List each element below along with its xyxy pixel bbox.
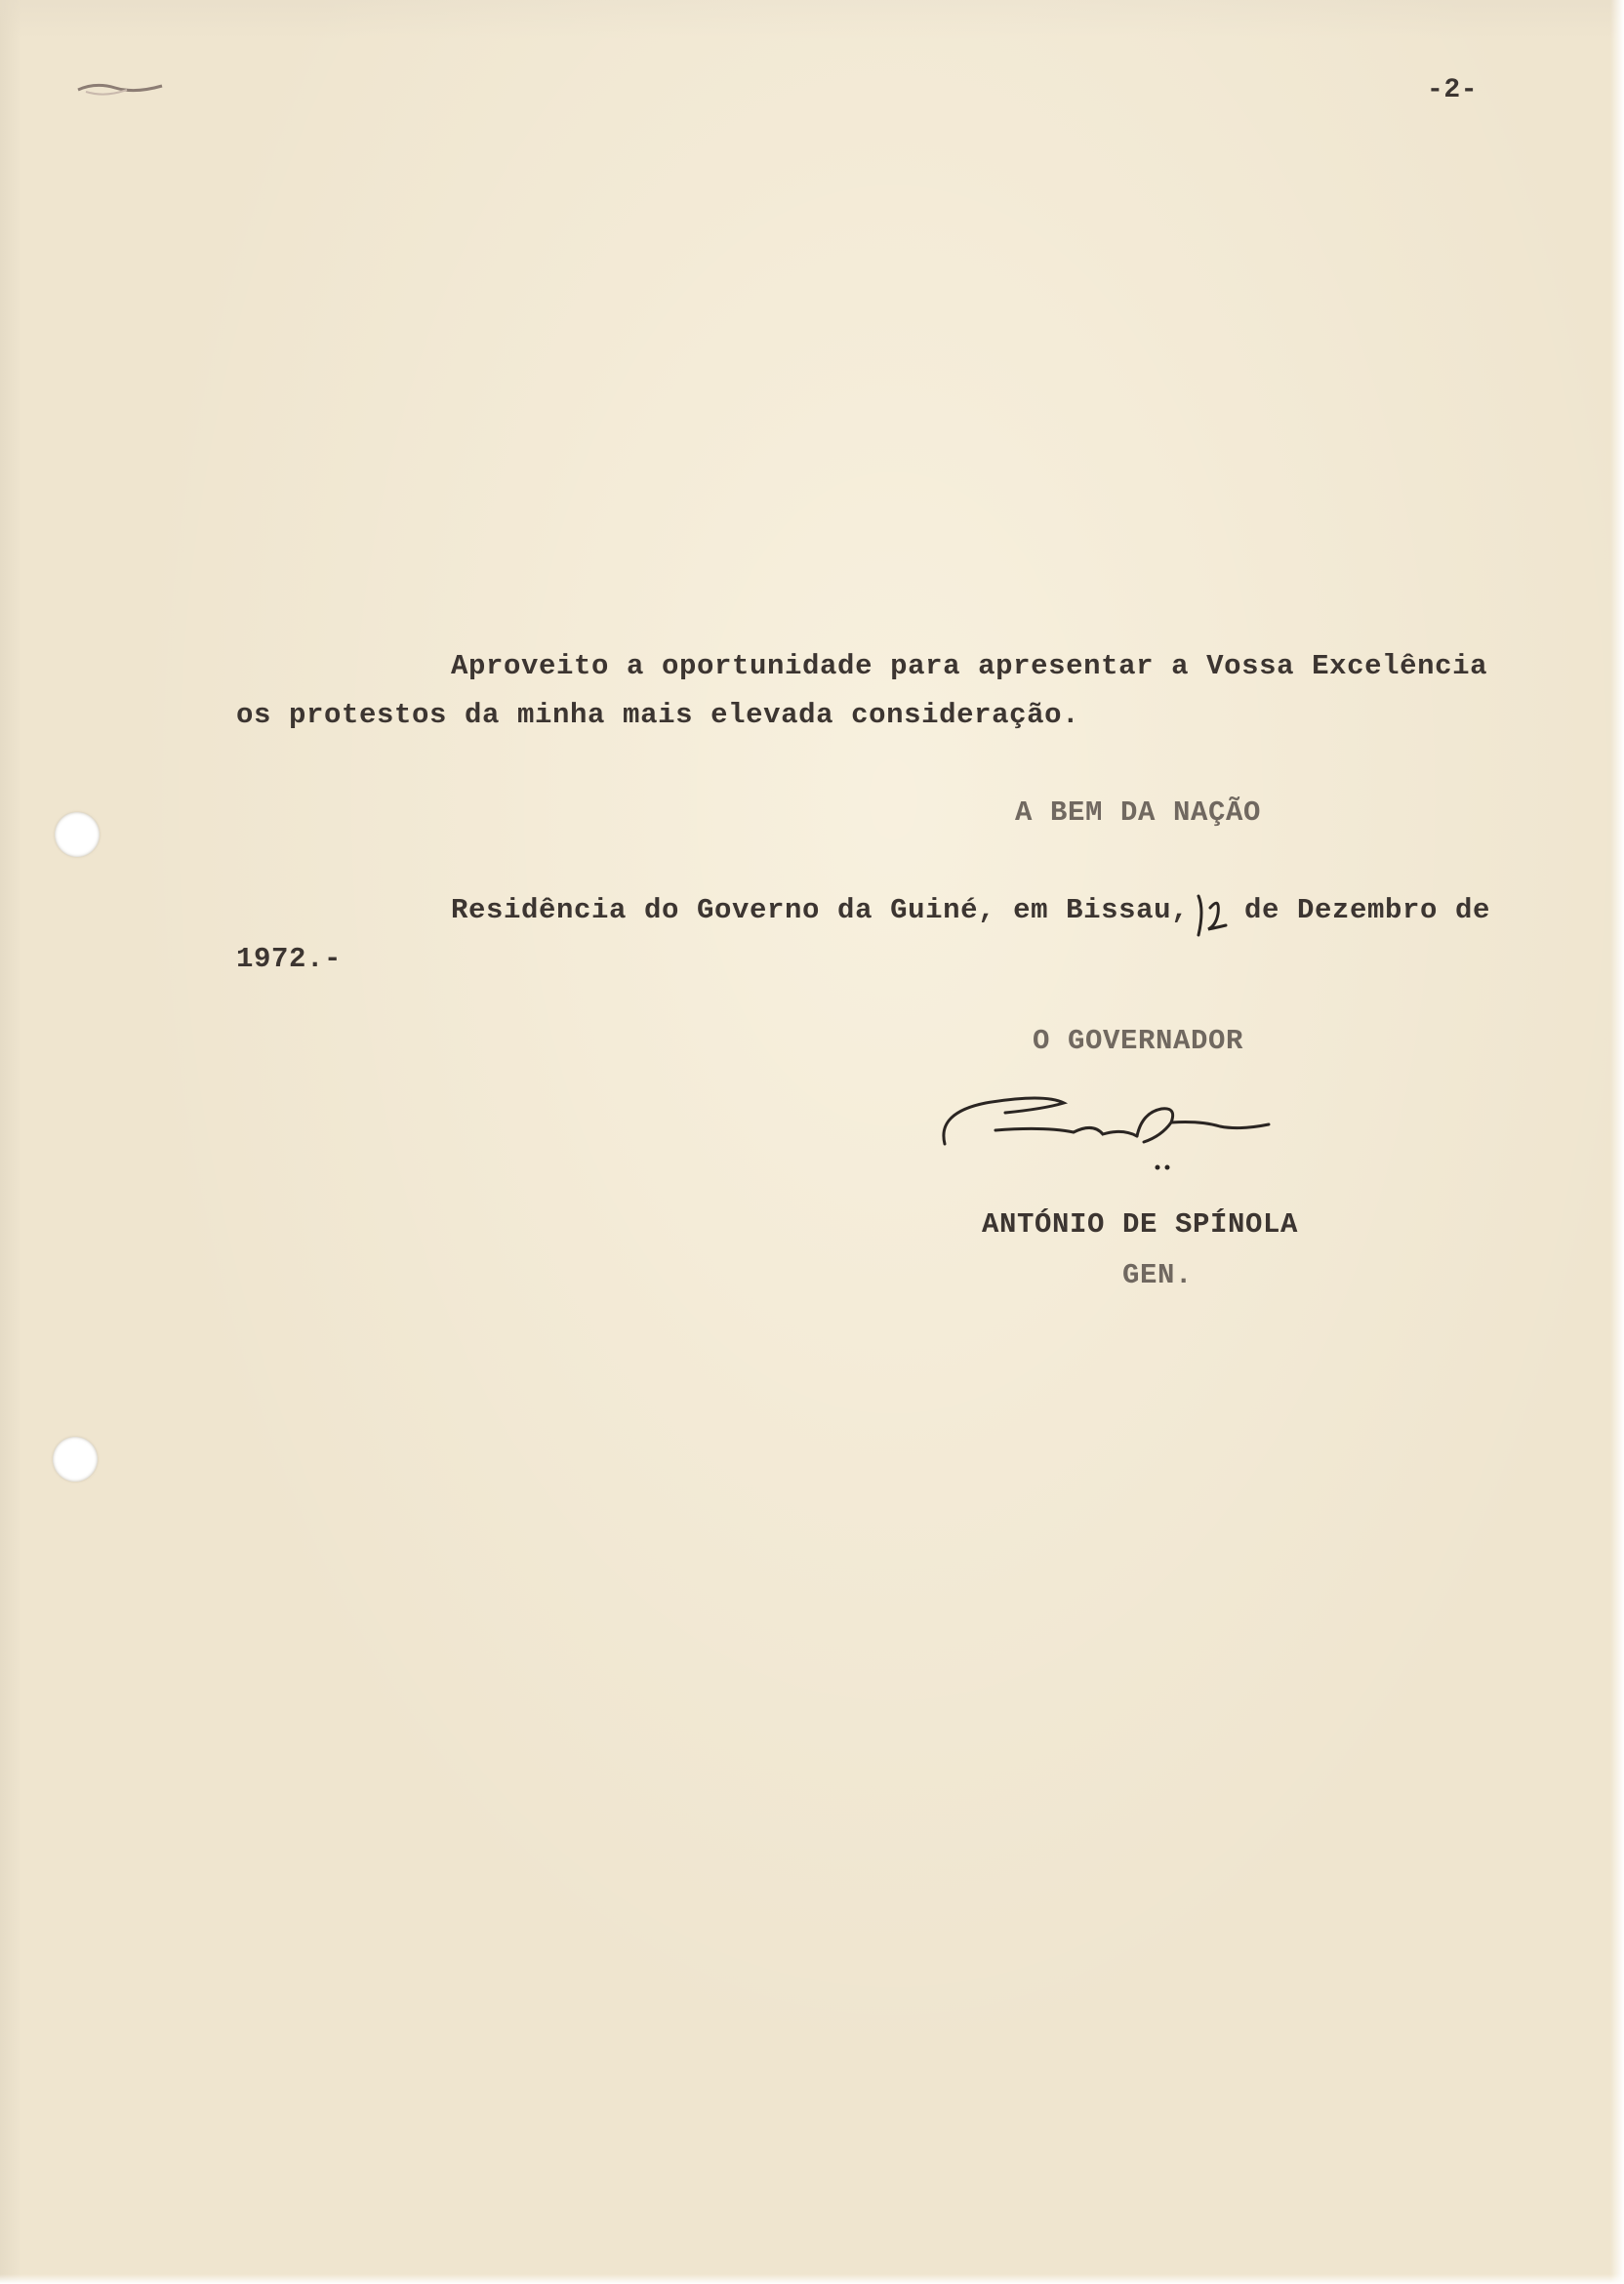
signatory-title: O GOVERNADOR [1033,1025,1244,1057]
page-edge-bottom [0,2274,1624,2284]
handwritten-day [1191,886,1241,945]
handwritten-signature [927,1074,1298,1181]
salutation: A BEM DA NAÇÃO [1015,796,1262,829]
signatory-rank: GEN. [1122,1259,1194,1291]
body-line-1: Aproveito a oportunidade para apresentar a Vossa Excelência [451,650,1488,682]
staple-mark [76,78,166,100]
dateline-suffix: de Dezembro de [1244,894,1491,926]
body-line-2: os protestos da minha mais elevada consideração. [236,699,1080,731]
punch-hole-top [55,812,100,857]
punch-hole-bottom [53,1437,98,1482]
page-edge-right [1610,0,1624,2284]
dateline-year: 1972.- [236,943,343,975]
signatory-name: ANTÓNIO DE SPÍNOLA [982,1208,1299,1241]
dateline-prefix: Residência do Governo da Guiné, em Bissau, [451,894,1190,926]
page-number: -2- [1427,75,1479,105]
